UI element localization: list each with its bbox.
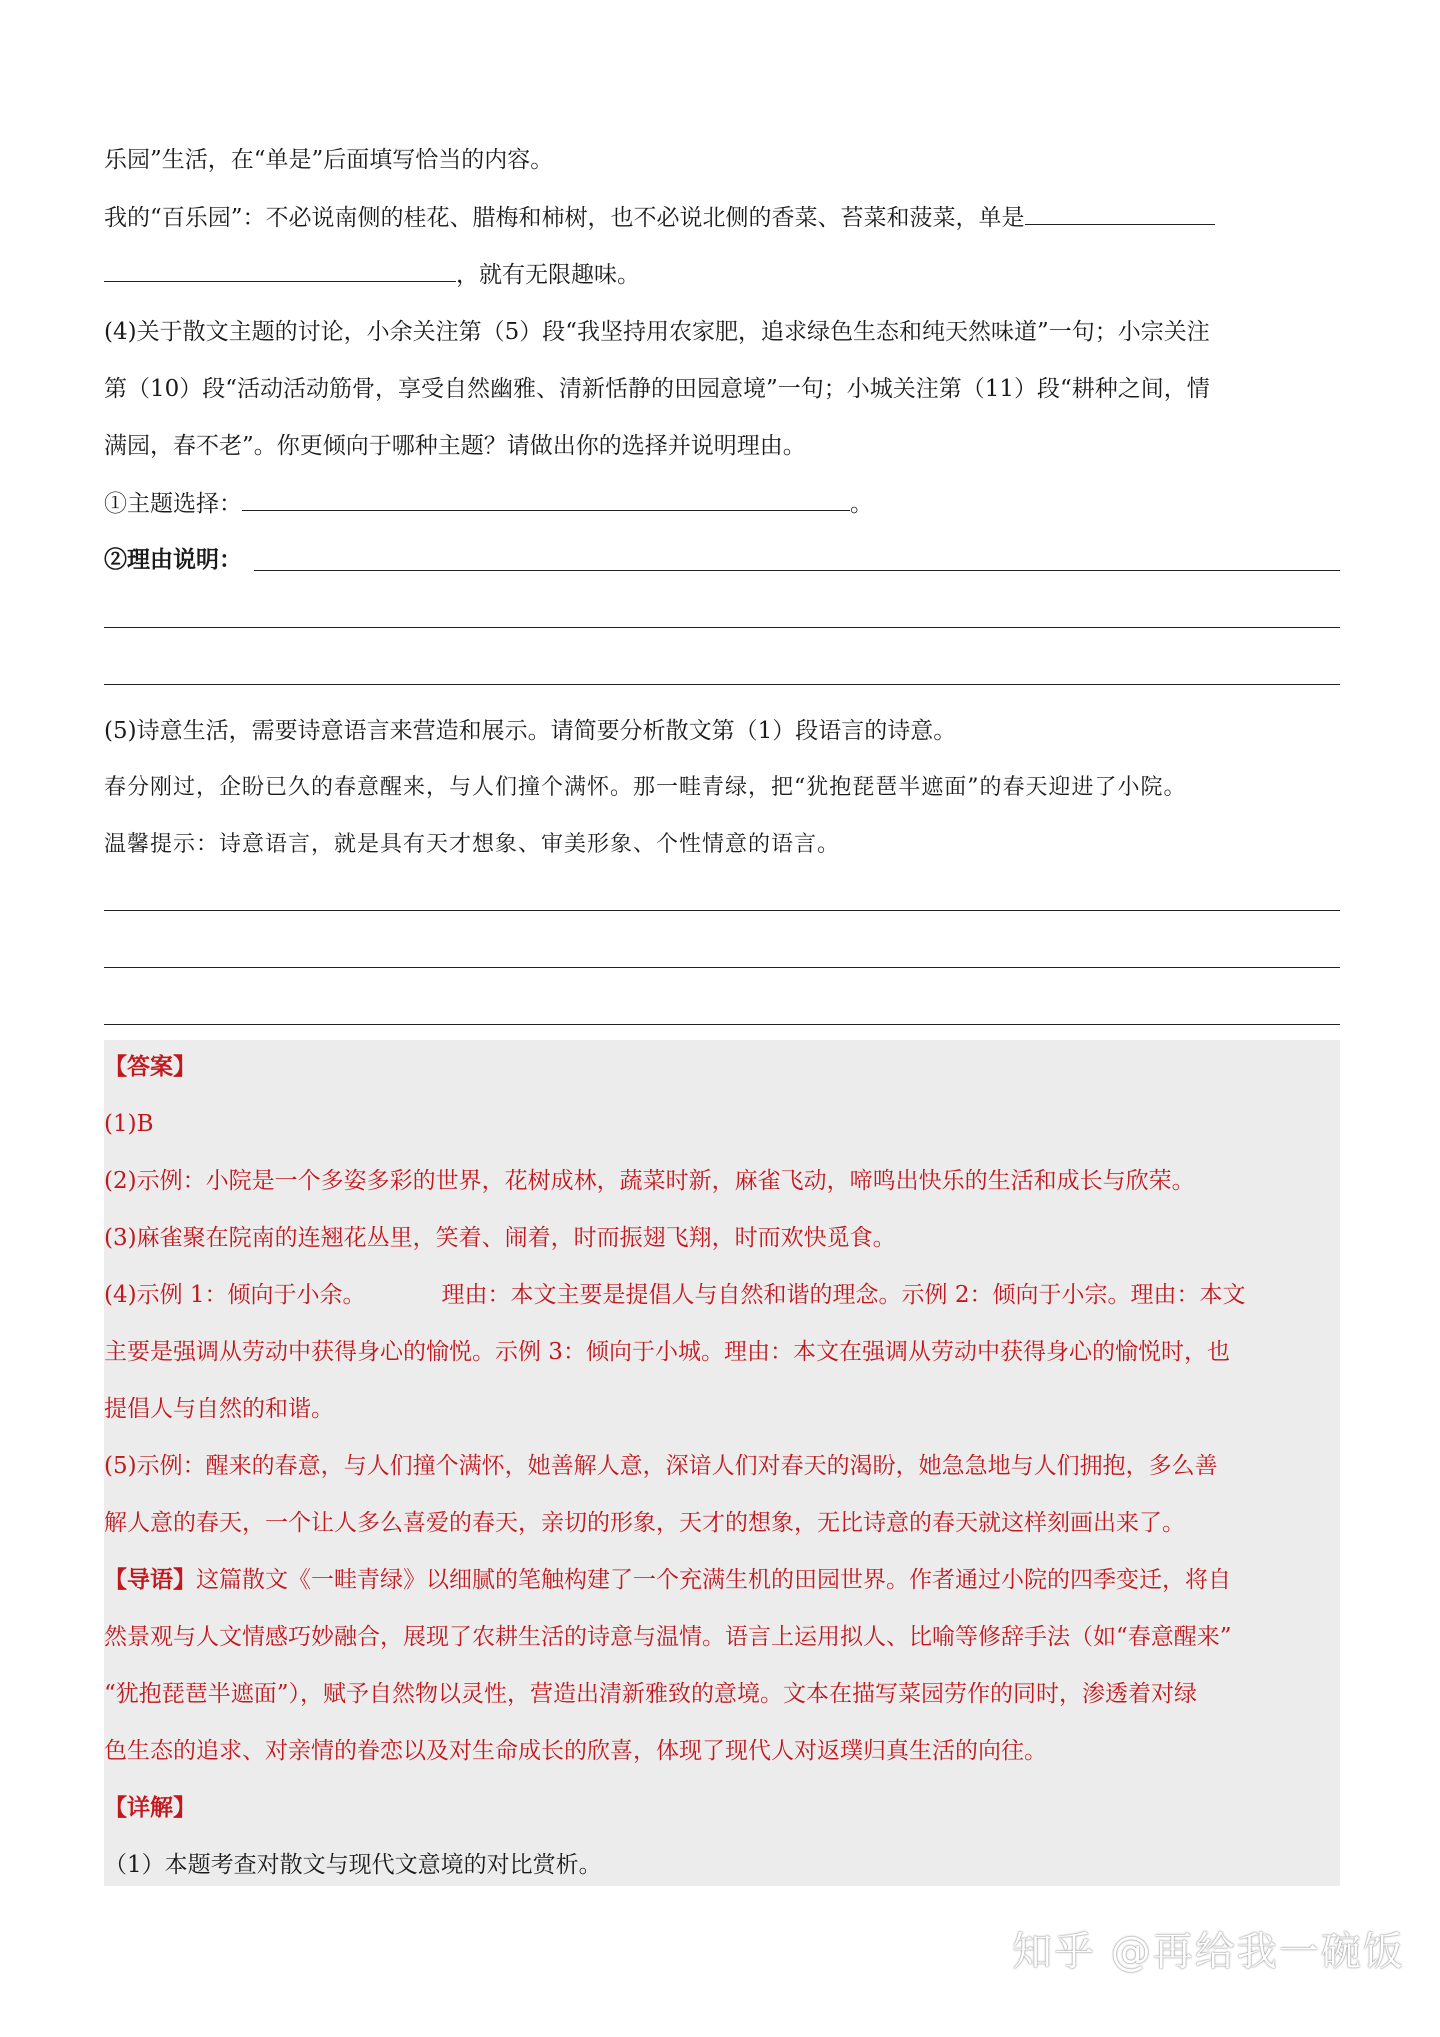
- answer-1: (1)B: [104, 1111, 154, 1137]
- q5-line-1: (5)诗意生活，需要诗意语言来营造和展示。请简要分析散文第（1）段语言的诗意。: [104, 718, 957, 744]
- answer-4-example-1: (4)示例 1：倾向于小余。: [104, 1282, 366, 1308]
- answer-4-line-3: 提倡人与自然的和谐。: [104, 1396, 334, 1422]
- answer-4-reasons: 理由：本文主要是提倡人与自然和谐的理念。示例 2：倾向于小宗。理由：本文: [441, 1282, 1246, 1308]
- q3-line-3: [104, 259, 640, 290]
- answer-section: [104, 1040, 1340, 1886]
- guide-line-3: “犹抱琵琶半遮面”），赋予自然物以灵性，营造出清新雅致的意境。文本在描写菜园劳作的同时，渗透着对绿: [104, 1681, 1198, 1707]
- q5-answer-blank-2[interactable]: [104, 967, 1340, 968]
- q4-choice-end: 。: [850, 491, 873, 517]
- q3-line-3-suffix: ，就有无限趣味。: [456, 262, 640, 288]
- q3-answer-blank-a[interactable]: [1025, 202, 1215, 225]
- guide-line-1: [104, 1565, 1231, 1595]
- q5-answer-blank-1[interactable]: [104, 910, 1340, 911]
- detail-heading: 【详解】: [104, 1794, 196, 1821]
- q3-answer-blank-b[interactable]: [104, 259, 456, 282]
- zhihu-watermark: 知乎 @再给我一碗饭: [1012, 1929, 1405, 1975]
- guide-line-4: 色生态的追求、对亲情的眷恋以及对生命成长的欣喜，体现了现代人对返璞归真生活的向往。: [104, 1738, 1047, 1764]
- q4-choice-blank[interactable]: [242, 488, 850, 511]
- q4-reason-blank-2[interactable]: [104, 627, 1340, 628]
- q4-reason-blank-1[interactable]: [254, 570, 1340, 571]
- guide-text-1: 这篇散文《一畦青绿》以细腻的笔触构建了一个充满生机的田园世界。作者通过小院的四季变迁，将自: [196, 1567, 1231, 1593]
- q4-reason-label: ②理由说明：: [104, 546, 242, 573]
- q5-quote: 春分刚过，企盼已久的春意醒来，与人们撞个满怀。那一畦青绿，把“犹抱琵琶半遮面”的春天迎进了小院。: [104, 775, 1187, 800]
- guide-heading: 【导语】: [104, 1566, 196, 1593]
- answer-3: (3)麻雀聚在院南的连翘花丛里，笑着、闹着，时而振翅飞翔，时而欢快觅食。: [104, 1225, 896, 1251]
- q4-choice-label: ①主题选择：: [104, 491, 242, 517]
- q4-reason-row: [104, 545, 242, 575]
- q3-line-2: [104, 202, 1215, 233]
- q5-tip: 温馨提示：诗意语言，就是具有天才想象、审美形象、个性情意的语言。: [104, 832, 841, 857]
- guide-line-2: 然景观与人文情感巧妙融合，展现了农耕生活的诗意与温情。语言上运用拟人、比喻等修辞手法（如“春意醒来”: [104, 1624, 1232, 1650]
- answer-5-line-2: 解人意的春天，一个让人多么喜爱的春天，亲切的形象，天才的想象，无比诗意的春天就这样刻画出来了。: [104, 1510, 1185, 1536]
- detail-line-1: （1）本题考查对散文与现代文意境的对比赏析。: [104, 1852, 602, 1878]
- answer-4-line-2: 主要是强调从劳动中获得身心的愉悦。示例 3：倾向于小城。理由：本文在强调从劳动中获得身心的愉悦时，也: [104, 1339, 1230, 1365]
- q5-answer-blank-3[interactable]: [104, 1024, 1340, 1025]
- answer-4-line-1: [104, 1280, 1245, 1310]
- answer-heading: 【答案】: [104, 1053, 196, 1080]
- q4-choice-row: [104, 488, 873, 519]
- answer-2: (2)示例：小院是一个多姿多彩的世界，花树成林，蔬菜时新，麻雀飞动，啼鸣出快乐的生活和成长与欣荣。: [104, 1168, 1195, 1194]
- q4-line-3: 满园，春不老”。你更倾向于哪种主题？请做出你的选择并说明理由。: [104, 433, 806, 459]
- q3-line-1: 乐园”生活，在“单是”后面填写恰当的内容。: [104, 147, 554, 173]
- q4-line-2: 第（10）段“活动活动筋骨，享受自然幽雅、清新恬静的田园意境”一句；小城关注第（11）段“耕种之间，情: [104, 376, 1210, 402]
- q3-line-2-text: 我的“百乐园”：不必说南侧的桂花、腊梅和柿树，也不必说北侧的香菜、苔菜和菠菜，单是: [104, 205, 1025, 231]
- q4-line-1: (4)关于散文主题的讨论，小余关注第（5）段“我坚持用农家肥，追求绿色生态和纯天然味道”一句；小宗关注: [104, 319, 1210, 345]
- answer-5-line-1: (5)示例：醒来的春意，与人们撞个满怀，她善解人意，深谙人们对春天的渴盼，她急急地与人们拥抱，多么善: [104, 1453, 1218, 1479]
- q4-reason-blank-3[interactable]: [104, 684, 1340, 685]
